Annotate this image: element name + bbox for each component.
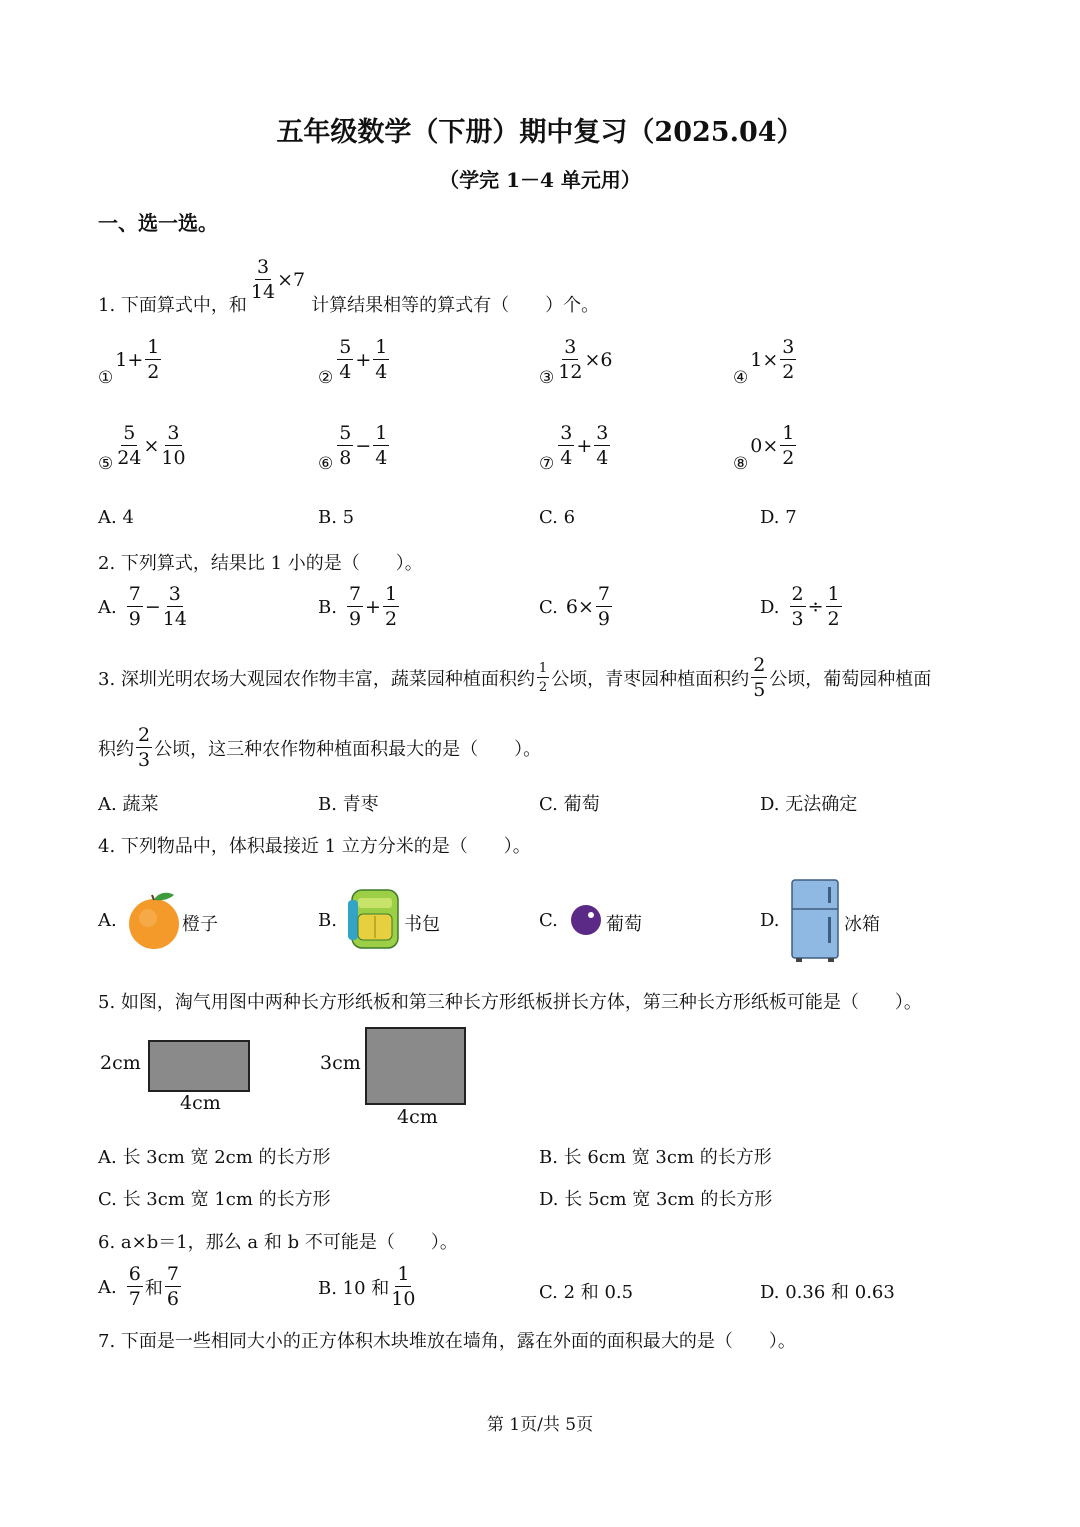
- q3-option-a[interactable]: A. 蔬菜: [98, 794, 159, 815]
- q3-option-d[interactable]: D. 无法确定: [760, 794, 858, 815]
- question-7: 7. 下面是一些相同大小的正方体积木块堆放在墙角，露在外面的面积最大的是（ ）。: [98, 1331, 796, 1352]
- rectangle-1: [148, 1040, 250, 1092]
- q1-expression: ③ $\frac{3}{12}$ ×6: [539, 336, 613, 388]
- q3-fraction-1: $\frac{1}{2}$: [538, 661, 548, 695]
- q1-expression: ① 1+ $\frac{1}{2}$: [98, 336, 160, 388]
- q6-option-a[interactable]: A. $\frac{6}{7}$ 和 $\frac{7}{6}$: [98, 1263, 179, 1310]
- page-footer: 第 1页/共 5页: [486, 1415, 594, 1435]
- q6-option-b[interactable]: B. 10 和 $\frac{1}{10}$: [318, 1263, 416, 1310]
- q1-option-b[interactable]: B. 5: [318, 507, 355, 528]
- item-number: ④: [733, 368, 749, 388]
- q2-option-b[interactable]: B. $\frac{7}{9}$ + $\frac{1}{2}$: [318, 583, 398, 630]
- q1-expression: ⑤ $\frac{5}{24}$ × $\frac{3}{10}$: [98, 422, 186, 474]
- q5-option-d[interactable]: D. 长 5cm 宽 3cm 的长方形: [539, 1189, 773, 1210]
- question-2: 2. 下列算式，结果比 1 小的是（ ）。: [98, 553, 423, 574]
- q1-fraction: $\frac{3}{14}$: [250, 256, 276, 303]
- q4-option-d-name: 冰箱: [844, 914, 880, 935]
- q2-option-d[interactable]: D. $\frac{2}{3}$ ÷ $\frac{1}{2}$: [760, 583, 840, 630]
- q4-option-a-label[interactable]: A.: [98, 910, 117, 931]
- q2-option-c[interactable]: C. 6× $\frac{7}{9}$: [539, 583, 610, 630]
- q4-option-b-label[interactable]: B.: [318, 910, 337, 931]
- item-number: ②: [318, 368, 334, 388]
- rect1-height-label: 2cm: [100, 1052, 141, 1074]
- q1-option-d[interactable]: D. 7: [760, 507, 797, 528]
- section-title: 一、选一选。: [98, 211, 218, 235]
- fridge-icon: [788, 877, 842, 963]
- rectangle-2: [365, 1027, 466, 1105]
- q5-option-b[interactable]: B. 长 6cm 宽 3cm 的长方形: [539, 1147, 772, 1168]
- q1-suffix: 计算结果相等的算式有（ ）个。: [311, 295, 600, 316]
- q1-expression: ⑥ $\frac{5}{8}$ − $\frac{1}{4}$: [318, 422, 388, 474]
- q4-option-c-label[interactable]: C.: [539, 910, 558, 931]
- grape-icon: [569, 903, 603, 937]
- q1-expression: ⑧ 0× $\frac{1}{2}$: [733, 422, 795, 474]
- q5-option-c[interactable]: C. 长 3cm 宽 1cm 的长方形: [98, 1189, 331, 1210]
- q6-option-d[interactable]: D. 0.36 和 0.63: [760, 1282, 895, 1303]
- q2-option-a[interactable]: A. $\frac{7}{9}$ − $\frac{3}{14}$: [98, 583, 187, 630]
- q4-option-c-name: 葡萄: [606, 914, 642, 935]
- q1-prefix: 1. 下面算式中，和: [98, 295, 247, 316]
- q4-option-d-label[interactable]: D.: [760, 910, 780, 931]
- q1-option-a[interactable]: A. 4: [98, 507, 134, 528]
- rect1-width-label: 4cm: [180, 1092, 221, 1114]
- q1-option-c[interactable]: C. 6: [539, 507, 576, 528]
- item-number: ⑤: [98, 454, 114, 474]
- question-6: 6. a×b＝1，那么 a 和 b 不可能是（ ）。: [98, 1232, 458, 1253]
- q5-option-a[interactable]: A. 长 3cm 宽 2cm 的长方形: [98, 1147, 331, 1168]
- page-subtitle: （学完 1－4 单元用）: [439, 168, 641, 192]
- backpack-icon: [344, 886, 406, 952]
- question-4: 4. 下列物品中，体积最接近 1 立方分米的是（ ）。: [98, 836, 531, 857]
- rect2-height-label: 3cm: [320, 1052, 361, 1074]
- q1-expression: ⑦ $\frac{3}{4}$ + $\frac{3}{4}$: [539, 422, 609, 474]
- q4-option-b-name: 书包: [404, 914, 440, 935]
- question-1: 1. 下面算式中，和 $\frac{3}{14}$ ×7 计算结果相等的算式有（ ）个。: [98, 256, 600, 316]
- rect2-width-label: 4cm: [397, 1106, 438, 1128]
- q3-option-c[interactable]: C. 葡萄: [539, 794, 600, 815]
- item-number: ①: [98, 368, 114, 388]
- item-number: ⑦: [539, 454, 555, 474]
- item-number: ⑧: [733, 454, 749, 474]
- question-3-line1: 3. 深圳光明农场大观园农作物丰富，蔬菜园种植面积约 $\frac{1}{2}$ 公顷，青枣园种植面积约 $\frac{2}{5}$ 公顷，葡萄园种植面: [98, 654, 932, 701]
- question-5: 5. 如图，淘气用图中两种长方形纸板和第三种长方形纸板拼长方体，第三种长方形纸板可能是（ ）。: [98, 992, 922, 1013]
- q3-fraction-3: $\frac{2}{3}$: [138, 724, 151, 771]
- question-3-line2: 积约 $\frac{2}{3}$ 公顷，这三种农作物种植面积最大的是（ ）。: [98, 724, 542, 771]
- page-title: 五年级数学（下册）期中复习（2025.04）: [276, 117, 804, 148]
- q1-expression: ② $\frac{5}{4}$ + $\frac{1}{4}$: [318, 336, 388, 388]
- q3-option-b[interactable]: B. 青枣: [318, 794, 379, 815]
- item-number: ③: [539, 368, 555, 388]
- q3-fraction-2: $\frac{2}{5}$: [753, 654, 766, 701]
- q4-option-a-name: 橙子: [182, 914, 218, 935]
- q6-option-c[interactable]: C. 2 和 0.5: [539, 1282, 634, 1303]
- q1-expression: ④ 1× $\frac{3}{2}$: [733, 336, 795, 388]
- item-number: ⑥: [318, 454, 334, 474]
- orange-icon: [124, 888, 182, 952]
